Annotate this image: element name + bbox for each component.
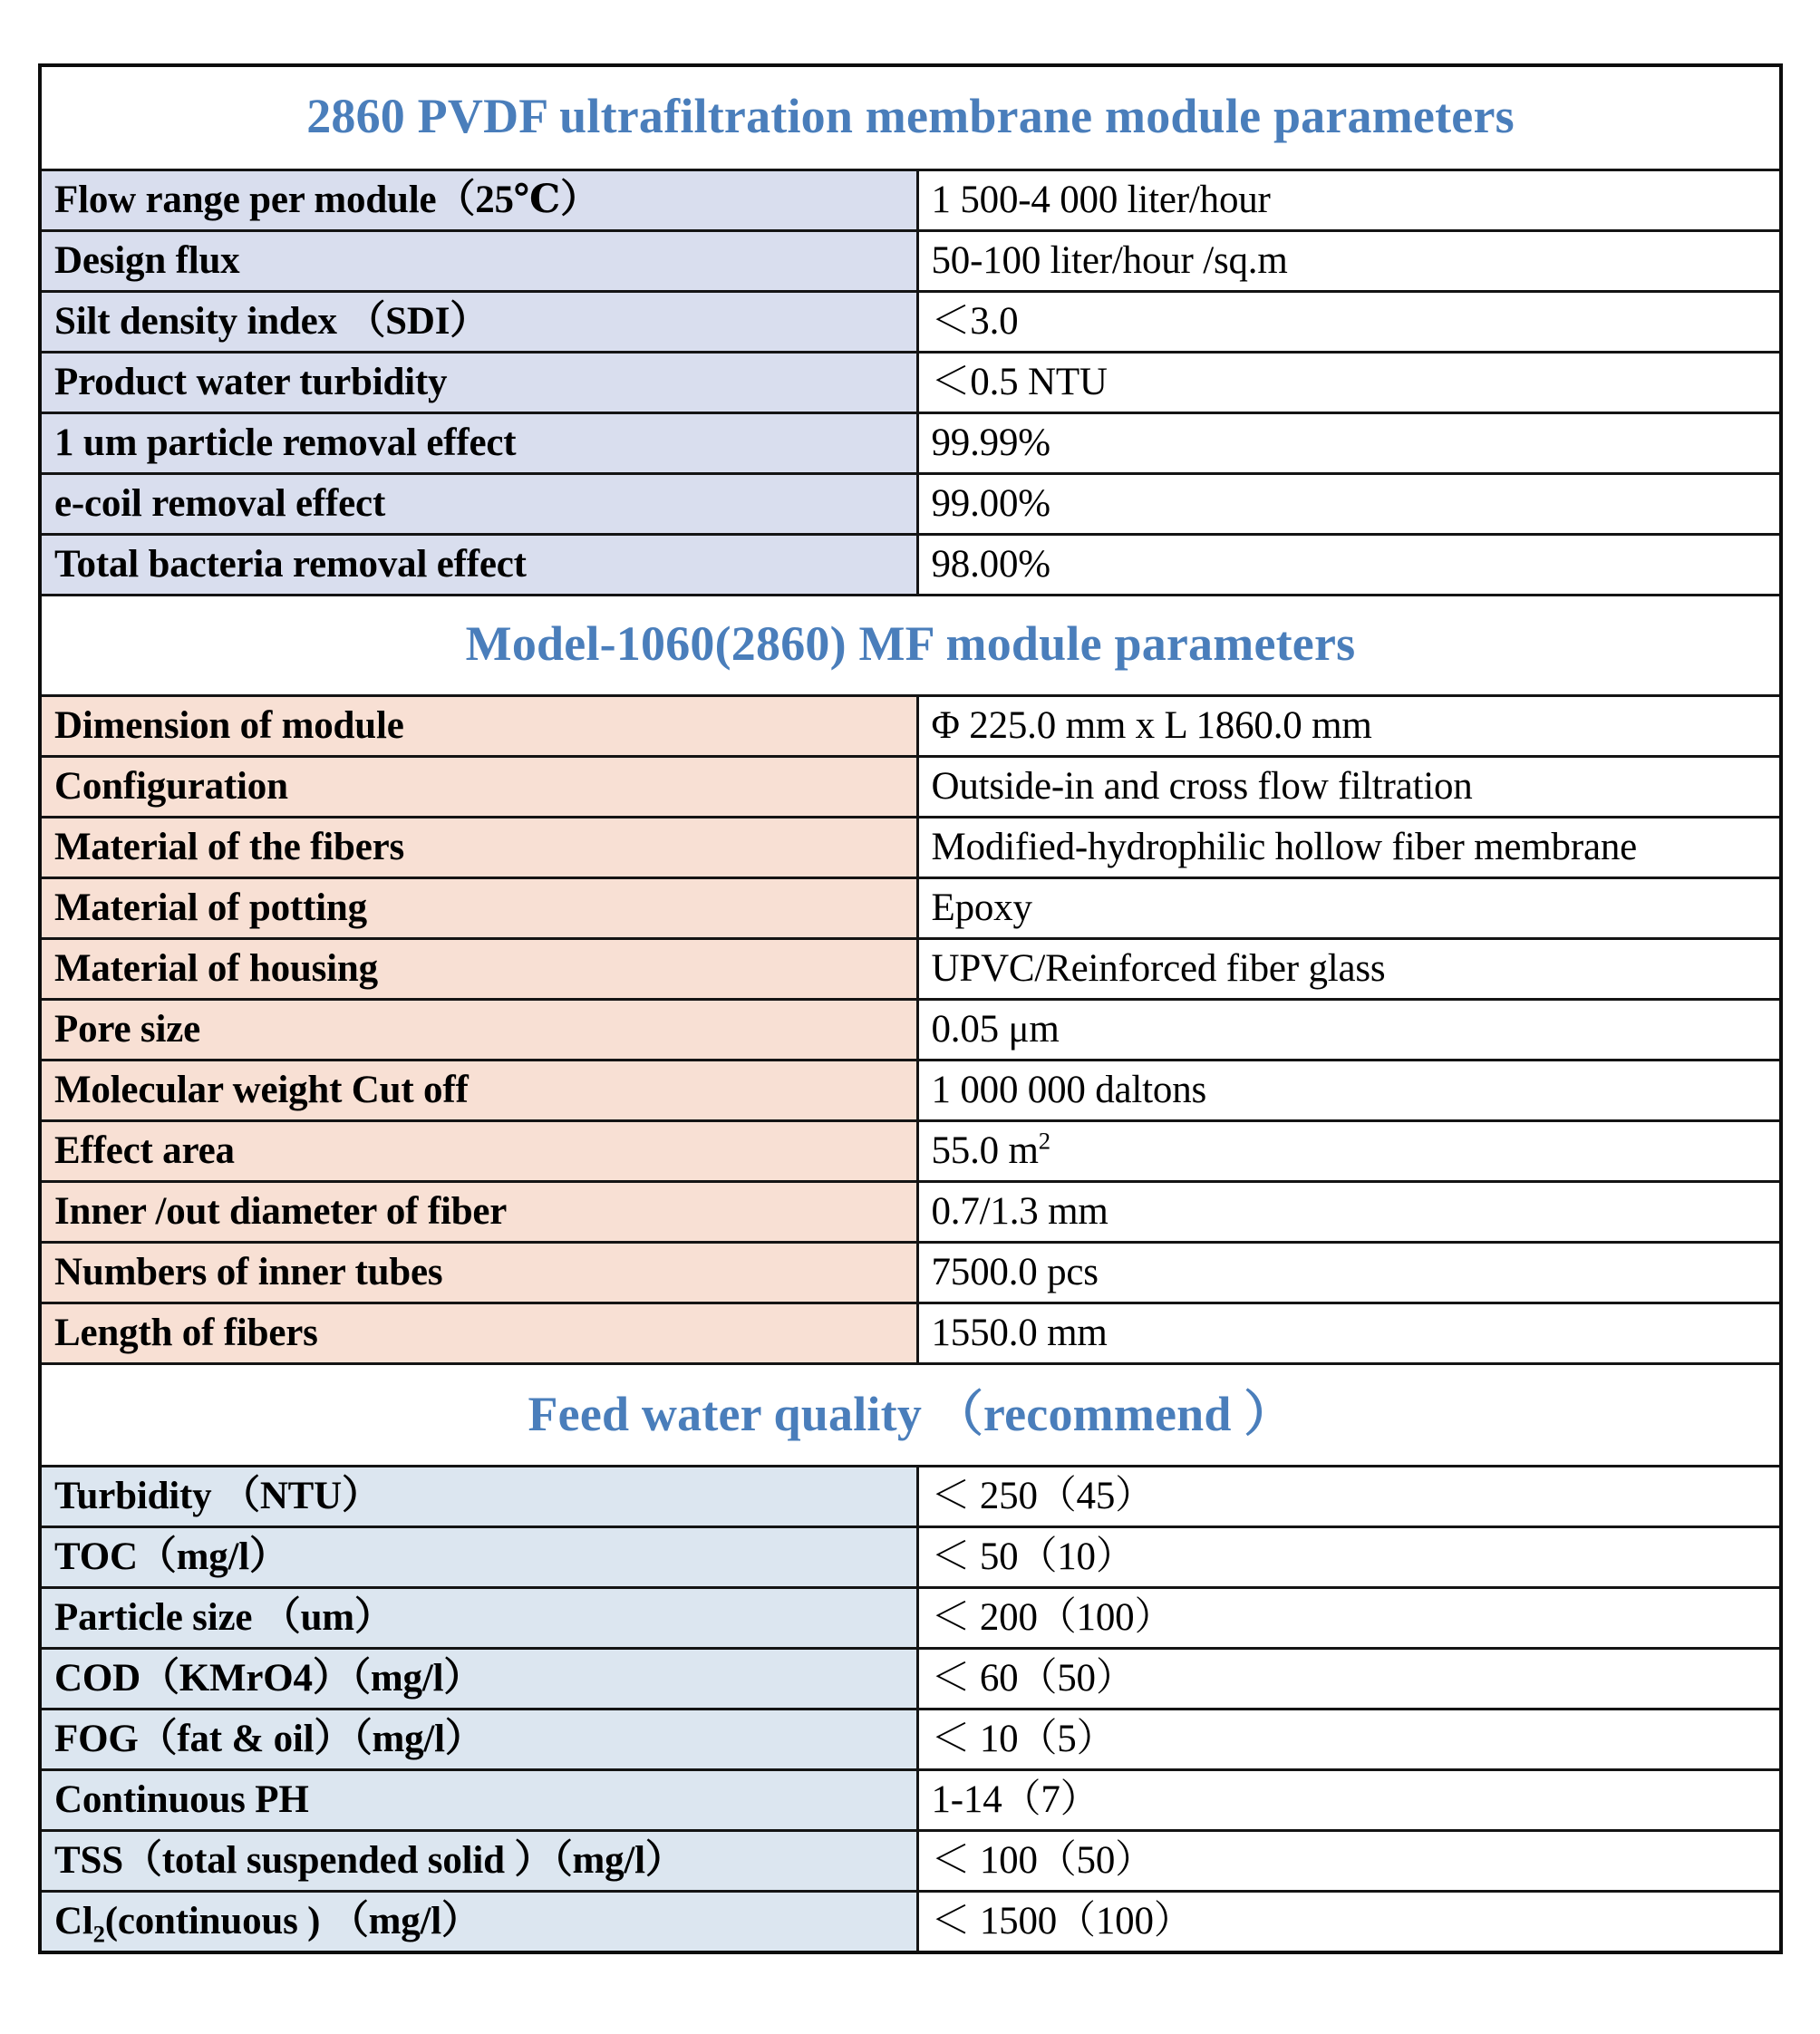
parameter-value: ＜ 1500（100） xyxy=(917,1892,1781,1953)
specifications-table xyxy=(38,63,1783,1954)
table-row xyxy=(40,1892,1781,1953)
parameter-value: Modified-hydrophilic hollow fiber membrane xyxy=(917,818,1781,878)
parameter-label: Product water turbidity xyxy=(40,353,917,413)
parameter-value: ＜ 10（5） xyxy=(917,1710,1781,1770)
parameter-label: Flow range per module（25℃） xyxy=(40,170,917,231)
parameter-label: 1 um particle removal effect xyxy=(40,413,917,474)
parameter-value: 1-14（7） xyxy=(917,1770,1781,1831)
parameter-label: Particle size （um） xyxy=(40,1588,917,1649)
table-row xyxy=(40,1710,1781,1770)
section-title-feed_water: Feed water quality （recommend ） xyxy=(40,1364,1781,1467)
parameter-value: 1550.0 mm xyxy=(917,1303,1781,1364)
parameter-label: Molecular weight Cut off xyxy=(40,1061,917,1121)
parameter-label: Dimension of module xyxy=(40,696,917,757)
parameter-value: ＜ 60（50） xyxy=(917,1649,1781,1710)
table-row xyxy=(40,1831,1781,1892)
parameter-label: Total bacteria removal effect xyxy=(40,535,917,596)
table-row xyxy=(40,696,1781,757)
table-row xyxy=(40,1061,1781,1121)
section-title-ultrafiltration: 2860 PVDF ultrafiltration membrane module parameters xyxy=(40,65,1781,170)
table-row xyxy=(40,474,1781,535)
table-row xyxy=(40,1182,1781,1243)
section-header-row xyxy=(40,1364,1781,1467)
parameter-value: ＜3.0 xyxy=(917,292,1781,353)
table-row xyxy=(40,413,1781,474)
parameter-label: Length of fibers xyxy=(40,1303,917,1364)
parameter-value: ＜ 50（10） xyxy=(917,1527,1781,1588)
section-title-mf_module: Model-1060(2860) MF module parameters xyxy=(40,596,1781,696)
parameter-label: FOG（fat & oil）（mg/l） xyxy=(40,1710,917,1770)
parameter-value: ＜ 100（50） xyxy=(917,1831,1781,1892)
table-body xyxy=(40,65,1781,1952)
parameter-label: e-coil removal effect xyxy=(40,474,917,535)
table-row xyxy=(40,818,1781,878)
section-header-row xyxy=(40,596,1781,696)
parameter-value: 99.99% xyxy=(917,413,1781,474)
table-row xyxy=(40,1588,1781,1649)
table-row xyxy=(40,1467,1781,1527)
parameter-value: ＜ 250（45） xyxy=(917,1467,1781,1527)
table-row xyxy=(40,757,1781,818)
table-row xyxy=(40,1770,1781,1831)
table-row xyxy=(40,939,1781,1000)
parameter-value: ＜ 200（100） xyxy=(917,1588,1781,1649)
parameter-value: Φ 225.0 mm x L 1860.0 mm xyxy=(917,696,1781,757)
parameter-value: ＜0.5 NTU xyxy=(917,353,1781,413)
parameter-label: Material of housing xyxy=(40,939,917,1000)
parameter-value: UPVC/Reinforced fiber glass xyxy=(917,939,1781,1000)
parameter-value: 7500.0 pcs xyxy=(917,1243,1781,1303)
parameter-label: COD（KMrO4）（mg/l） xyxy=(40,1649,917,1710)
parameter-value: 0.7/1.3 mm xyxy=(917,1182,1781,1243)
parameter-label: TOC（mg/l） xyxy=(40,1527,917,1588)
parameter-label: Material of the fibers xyxy=(40,818,917,878)
parameter-value: 98.00% xyxy=(917,535,1781,596)
parameter-label: Continuous PH xyxy=(40,1770,917,1831)
parameter-value: 50-100 liter/hour /sq.m xyxy=(917,231,1781,292)
table-row xyxy=(40,231,1781,292)
table-row xyxy=(40,878,1781,939)
table-row xyxy=(40,353,1781,413)
parameter-value: 0.05 μm xyxy=(917,1000,1781,1061)
parameter-value: 1 000 000 daltons xyxy=(917,1061,1781,1121)
table-row xyxy=(40,1121,1781,1182)
table-row xyxy=(40,292,1781,353)
parameter-label: $Cl_2(continuous$ ) （mg/l） xyxy=(40,1892,917,1953)
parameter-label: Numbers of inner tubes xyxy=(40,1243,917,1303)
parameter-label: Turbidity （NTU） xyxy=(40,1467,917,1527)
section-header-row xyxy=(40,65,1781,170)
parameter-label: Silt density index （SDI） xyxy=(40,292,917,353)
parameter-label: Pore size xyxy=(40,1000,917,1061)
parameter-label: Effect area xyxy=(40,1121,917,1182)
table-row xyxy=(40,535,1781,596)
parameter-value: Outside-in and cross flow filtration xyxy=(917,757,1781,818)
parameter-label: Material of potting xyxy=(40,878,917,939)
parameter-value: 99.00% xyxy=(917,474,1781,535)
table-row xyxy=(40,170,1781,231)
table-row xyxy=(40,1527,1781,1588)
table-row xyxy=(40,1243,1781,1303)
table-row xyxy=(40,1303,1781,1364)
parameter-label: Design flux xyxy=(40,231,917,292)
parameter-value: 1 500-4 000 liter/hour xyxy=(917,170,1781,231)
parameter-label: Inner /out diameter of fiber xyxy=(40,1182,917,1243)
parameter-value: 55.0 $m^2$ xyxy=(917,1121,1781,1182)
parameter-label: Configuration xyxy=(40,757,917,818)
parameter-label: TSS（total suspended solid ）（mg/l） xyxy=(40,1831,917,1892)
table-row xyxy=(40,1649,1781,1710)
table-row xyxy=(40,1000,1781,1061)
parameter-value: Epoxy xyxy=(917,878,1781,939)
